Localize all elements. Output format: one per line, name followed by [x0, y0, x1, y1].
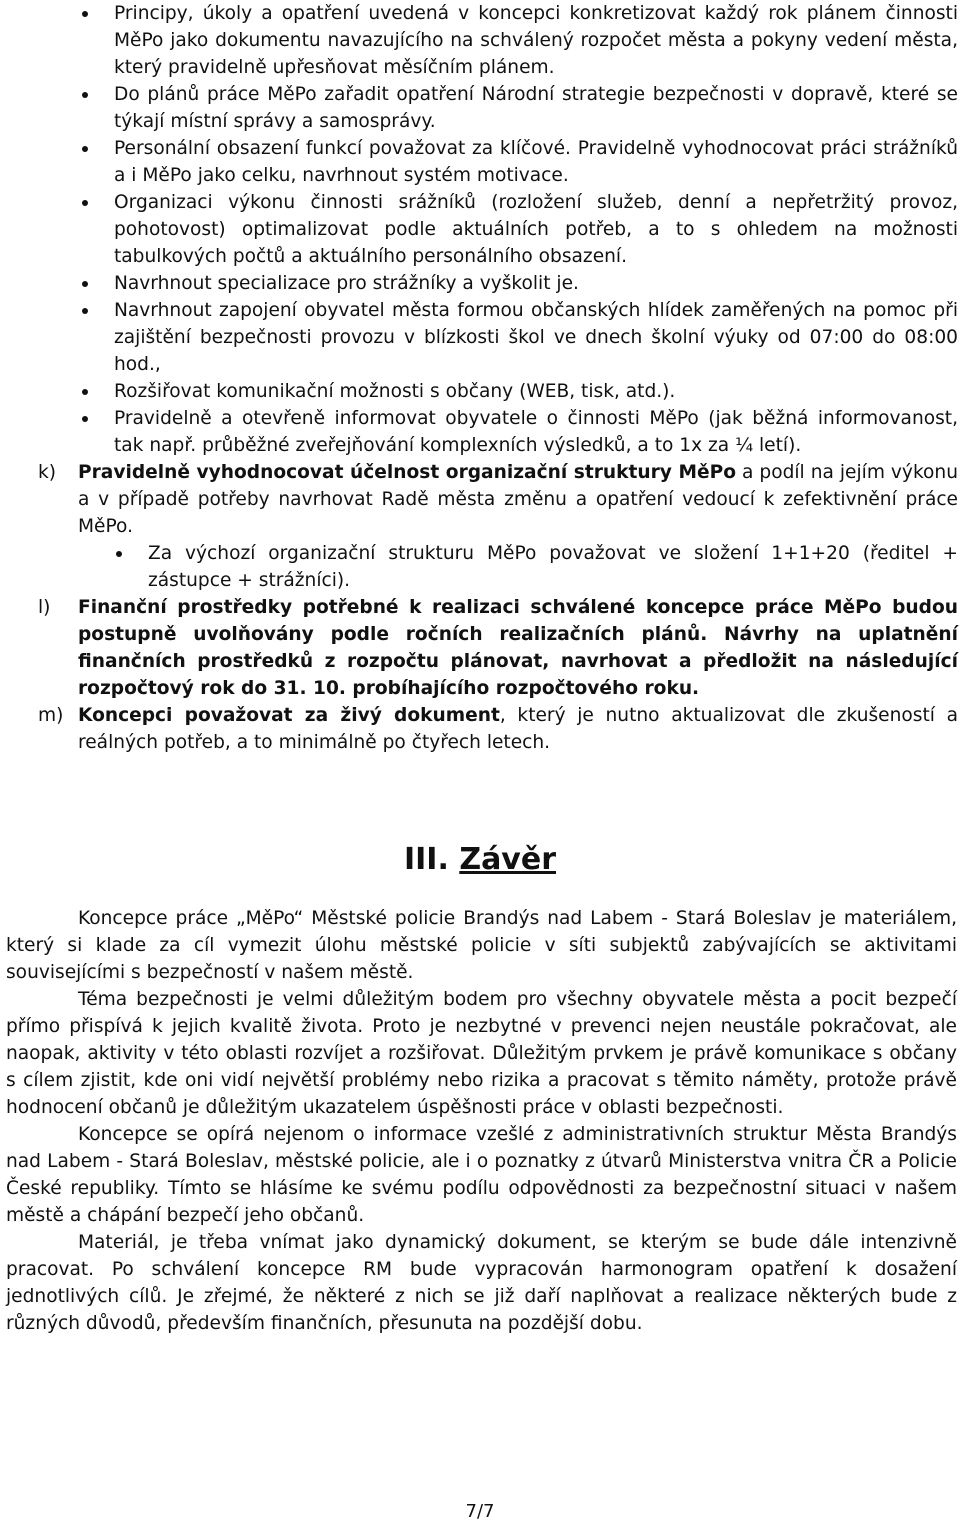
- item-text: , který je nutno aktualizovat dle zkušeností a reálných potřeb, a to minimálně po čtyřech letech.: [78, 705, 958, 753]
- section-numeral: III.: [403, 842, 449, 877]
- item-label: k): [38, 462, 57, 483]
- list-item: [114, 135, 958, 189]
- list-item-text: Navrhnout specializace pro strážníky a vyškolit je.: [114, 273, 579, 294]
- paragraph: Koncepce se opírá nejenom o informace vzešlé z administrativních struktur Města Brandýs nad Labem - Stará Boleslav, městské policie, ale i o poznatky z útvarů Ministerstva vnitra ČR a Policie České republiky. Tímto se hlásíme ke svému podílu odpovědnosti za bezpečnostní situaci v našem městě a chápání bezpečí jeho občanů.: [6, 1124, 957, 1226]
- list-item-text: Organizaci výkonu činnosti srážníků (rozložení služeb, denní a nepřetržitý provoz, pohotovost) optimalizovat podle aktuálních potřeb, a to s ohledem na možnosti tabulkových počtů a aktuálního personálního obsazení.: [114, 192, 958, 267]
- item-m: [38, 702, 958, 756]
- list-item-text: Za výchozí organizační strukturu MěPo považovat ve složení 1+1+20 (ředitel + zástupce + strážníci).: [148, 543, 958, 591]
- paragraph: Materiál, je třeba vnímat jako dynamický dokument, se kterým se bude dále intenzivně pracovat. Po schválení koncepce RM bude vypracován harmonogram opatření k dosažení jednotlivých cílů. Je zřejmé, že některé z nich se již daří naplňovat a realizace některých bude z různých důvodů, především finančních, přesunuta na pozdější dobu.: [6, 1232, 957, 1334]
- bullet-list-sub: [0, 540, 960, 594]
- item-label: m): [38, 705, 64, 726]
- document-body: [0, 0, 960, 756]
- section-heading: [0, 840, 960, 880]
- list-item-text: Personální obsazení funkcí považovat za klíčové. Pravidelně vyhodnocovat práci strážníků a i MěPo jako celku, navrhnout systém motivace.: [114, 138, 958, 186]
- item-bold-text: Pravidelně vyhodnocovat účelnost organizační struktury MěPo: [78, 462, 736, 483]
- page-number: 7/7: [465, 1501, 495, 1522]
- item-bold-text: Koncepci považovat za živý dokument: [78, 705, 500, 726]
- item-l: [38, 594, 958, 702]
- list-item: [114, 378, 958, 405]
- list-item-text: Do plánů práce MěPo zařadit opatření Národní strategie bezpečnosti v dopravě, které se týkají místní správy a samosprávy.: [114, 84, 958, 132]
- bullet-icon: [82, 11, 88, 17]
- item-label: l): [38, 597, 51, 618]
- bullet-icon: [82, 281, 88, 287]
- section-title: Závěr: [459, 842, 557, 877]
- list-item-text: Pravidelně a otevřeně informovat obyvatele o činnosti MěPo (jak běžná informovanost, tak např. průběžné zveřejňování komplexních výsledků, a to 1x za ¼ letí).: [114, 408, 958, 456]
- bullet-icon: [82, 146, 88, 152]
- paragraph: Koncepce práce „MěPo“ Městské policie Brandýs nad Labem - Stará Boleslav je materiálem, který si klade za cíl vymezit úlohu městské policie v síti subjektů zabývajících se aktivitami souvisejícími s bezpečností v našem městě.: [6, 908, 957, 983]
- item-k: [38, 459, 958, 540]
- conclusion-text: [6, 905, 957, 1337]
- bullet-icon: [82, 200, 88, 206]
- list-item-text: Navrhnout zapojení obyvatel města formou občanských hlídek zaměřených na pomoc při zajištění bezpečnosti provozu v blízkosti škol ve dnech školní výuky od 07:00 do 08:00 hod.,: [114, 300, 958, 375]
- bullet-list-top: [0, 0, 960, 459]
- list-item: [114, 405, 958, 459]
- list-item: [148, 540, 958, 594]
- list-item: [114, 189, 958, 270]
- bullet-icon: [82, 389, 88, 395]
- list-item: [114, 270, 958, 297]
- bullet-icon: [116, 551, 122, 557]
- list-item: [114, 297, 958, 378]
- bullet-icon: [82, 92, 88, 98]
- list-item: [114, 81, 958, 135]
- list-item: [114, 0, 958, 81]
- bullet-icon: [82, 308, 88, 314]
- list-item-text: Rozšiřovat komunikační možnosti s občany (WEB, tisk, atd.).: [114, 381, 676, 402]
- paragraph: Téma bezpečnosti je velmi důležitým bodem pro všechny obyvatele města a pocit bezpečí přímo přispívá k jejich kvalitě života. Proto je nezbytné v prevenci nejen neustále pokračovat, ale naopak, aktivity v této oblasti rozvíjet a rozšiřovat. Důležitým prvkem je právě komunikace s občany s cílem zjistit, kde oni vidí největší problémy nebo rizika a pracovat s těmito náměty, protože právě hodnocení občanů je důležitým ukazatelem úspěšnosti práce v oblasti bezpečnosti.: [6, 989, 957, 1118]
- list-item-text: Principy, úkoly a opatření uvedená v koncepci konkretizovat každý rok plánem činnosti MěPo jako dokumentu navazujícího na schválený rozpočet města a pokyny vedení města, který pravidelně upřesňovat měsíčním plánem.: [114, 3, 958, 78]
- bullet-icon: [82, 416, 88, 422]
- item-bold-text: Finanční prostředky potřebné k realizaci schválené koncepce práce MěPo budou postupně uvolňovány podle ročních realizačních plánů. Návrhy na uplatnění finančních prostředků z rozpočtu plánovat, navrhovat a předložit na následující rozpočtový rok do 31. 10. probíhajícího rozpočtového roku.: [78, 597, 958, 699]
- item-text: a podíl na jejím výkonu a v případě potřeby navrhovat Radě města změnu a opatření vedoucí k zefektivnění práce MěPo.: [78, 462, 958, 537]
